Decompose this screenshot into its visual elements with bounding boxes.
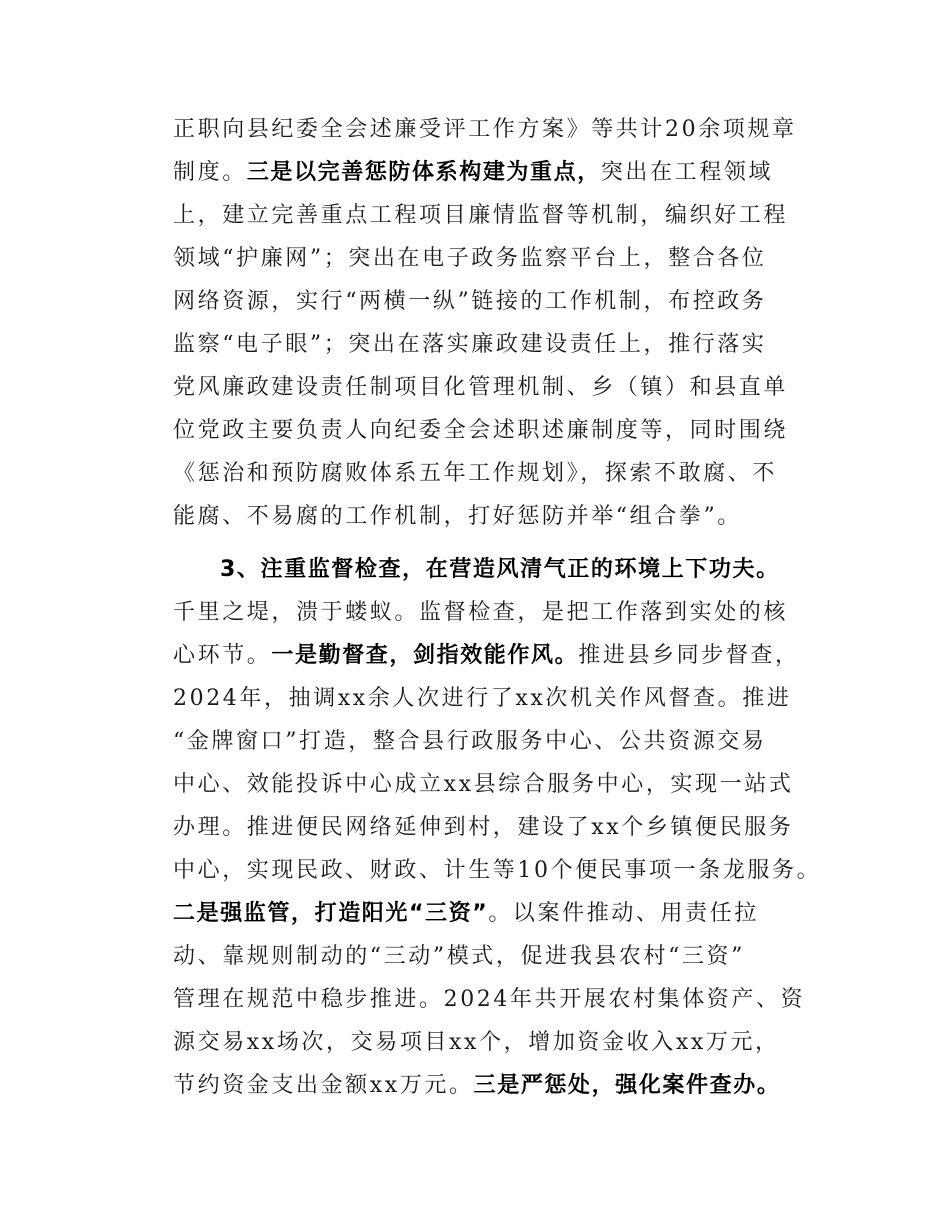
text-segment: 动、靠规则制动的“三动”模式，促进我县农村“三资” bbox=[173, 944, 745, 969]
text-line bbox=[173, 1066, 780, 1106]
bold-text-segment: 三是以完善惩防体系构建为重点， bbox=[246, 160, 601, 185]
text-line bbox=[173, 454, 777, 494]
bold-text-segment: 三是严惩处，强化案件查办。 bbox=[473, 1073, 781, 1098]
text-segment: 正职向县纪委全会述廉受评工作方案》等共计20余项规章 bbox=[173, 117, 797, 142]
text-line bbox=[173, 937, 745, 977]
text-segment: 监察“电子眼”；突出在落实廉政建设责任上，推行落实 bbox=[173, 332, 767, 357]
text-line bbox=[173, 411, 788, 451]
text-line bbox=[173, 325, 767, 365]
text-segment: 领域“护廉网”；突出在电子政务监察平台上，整合各位 bbox=[173, 246, 767, 271]
text-segment: 能腐、不易腐的工作机制，打好惩防并举“组合拳”。 bbox=[173, 504, 742, 529]
text-segment: 心环节。 bbox=[173, 643, 272, 668]
text-line bbox=[173, 153, 773, 193]
text-segment: 网络资源，实行“两横一纵”链接的工作机制，布控政务 bbox=[173, 289, 767, 314]
text-line bbox=[173, 1023, 780, 1063]
text-line bbox=[173, 765, 793, 805]
text-line bbox=[173, 110, 797, 150]
text-segment: 中心，实现民政、财政、计生等10个便民事项一条龙服务。 bbox=[173, 858, 822, 883]
bold-text-segment: 一是勤督查，剑指效能作风。 bbox=[271, 643, 579, 668]
text-segment: 制度。 bbox=[173, 160, 247, 185]
text-segment: 办理。推进便民网络延伸到村，建设了xx个乡镇便民服务 bbox=[173, 815, 794, 840]
text-segment: 源交易xx场次，交易项目xx个，增加资金收入xx万元， bbox=[173, 1030, 780, 1055]
text-segment: 节约资金支出金额xx万元。 bbox=[173, 1073, 474, 1098]
text-segment: 推进县乡同步督查， bbox=[578, 643, 800, 668]
bold-text-segment: 二是强监管，打造阳光“三资” bbox=[173, 901, 489, 926]
text-line bbox=[173, 980, 805, 1020]
text-line bbox=[173, 368, 788, 408]
text-segment: 《惩治和预防腐败体系五年工作规划》，探索不敢腐、不 bbox=[173, 461, 778, 486]
text-line bbox=[173, 894, 759, 934]
text-segment: 。以案件推动、用责任拉 bbox=[488, 901, 759, 926]
text-segment: 管理在规范中稳步推进。2024年共开展农村集体资产、资 bbox=[173, 987, 806, 1012]
text-segment: 2024年，抽调xx余人次进行了xx次机关作风督查。推进 bbox=[173, 686, 792, 711]
text-line bbox=[173, 497, 742, 537]
text-line bbox=[173, 636, 800, 676]
text-segment: 突出在工程领域 bbox=[600, 160, 774, 185]
text-line bbox=[173, 851, 821, 891]
text-line bbox=[220, 550, 780, 590]
text-segment: 中心、效能投诉中心成立xx县综合服务中心，实现一站式 bbox=[173, 772, 794, 797]
text-line bbox=[173, 196, 788, 236]
text-line bbox=[173, 808, 793, 848]
bold-text-segment: 3、注重监督检查，在营造风清气正的环境上下功夫。 bbox=[220, 557, 780, 582]
text-line bbox=[173, 679, 791, 719]
text-segment: “金牌窗口”打造，整合县行政服务中心、公共资源交易 bbox=[173, 729, 767, 754]
text-line bbox=[173, 722, 767, 762]
text-segment: 位党政主要负责人向纪委全会述职述廉制度等，同时围绕 bbox=[173, 418, 789, 443]
text-line bbox=[173, 239, 767, 279]
text-segment: 千里之堤，溃于蝼蚁。监督检查，是把工作落到实处的核 bbox=[173, 600, 789, 625]
text-line bbox=[173, 593, 788, 633]
text-segment: 上，建立完善重点工程项目廉情监督等机制，编织好工程 bbox=[173, 203, 789, 228]
text-segment: 党风廉政建设责任制项目化管理机制、乡（镇）和县直单 bbox=[173, 375, 789, 400]
text-line bbox=[173, 282, 767, 322]
